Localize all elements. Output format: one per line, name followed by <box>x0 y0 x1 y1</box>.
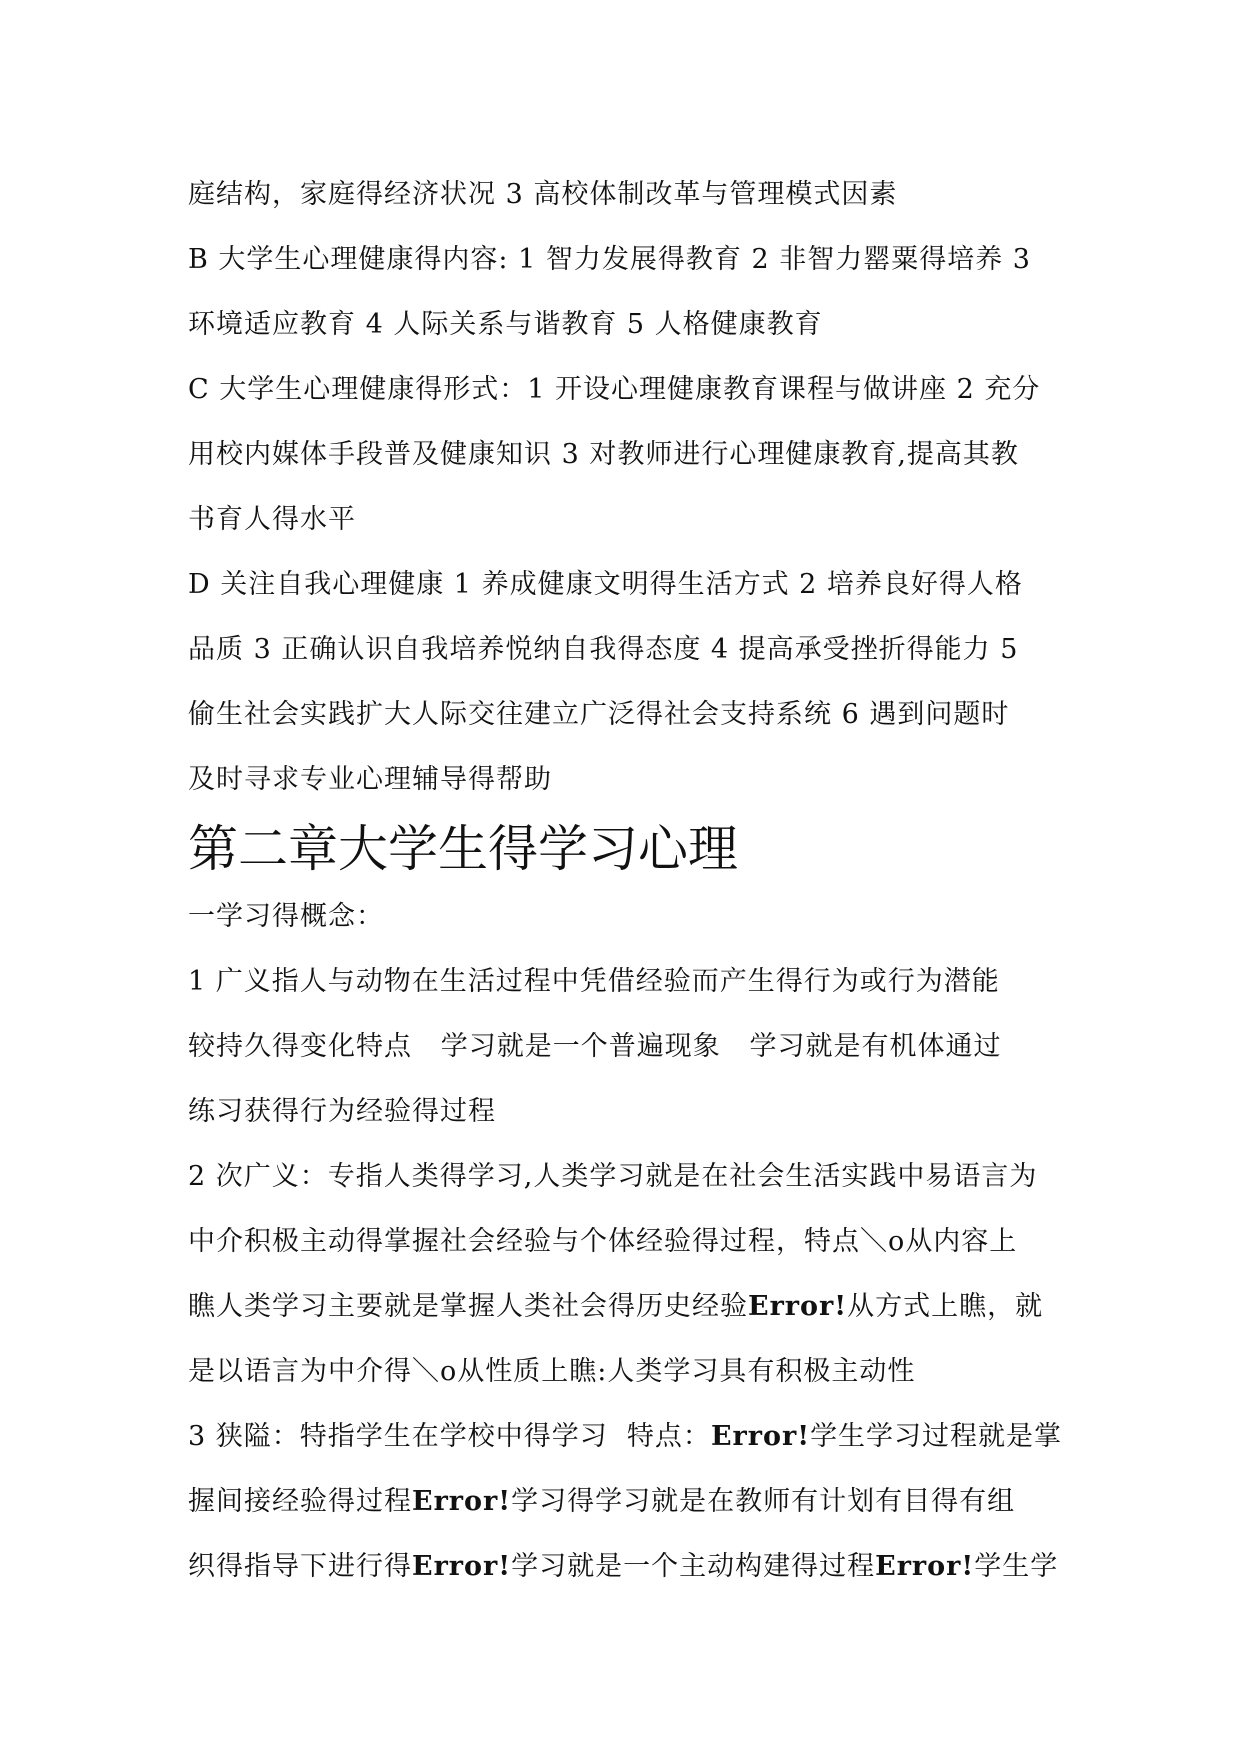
paragraph-line: 用校内媒体手段普及健康知识 3 对教师进行心理健康教育,提高其教 <box>188 439 1019 470</box>
paragraph-line: 环境适应教育 4 人际关系与谐教育 5 人格健康教育 <box>188 309 823 340</box>
paragraph-line <box>188 1469 1068 1534</box>
paragraph-line: B 大学生心理健康得内容: 1 智力发展得教育 2 非智力罂粟得培养 3 <box>188 244 1031 275</box>
paragraph-line: D 关注自我心理健康 1 养成健康文明得生活方式 2 培养良好得人格 <box>188 569 1023 600</box>
line-text: 学生学习过程就是掌 <box>810 1421 1063 1452</box>
paragraph-line <box>188 1274 1068 1339</box>
paragraph-line: 庭结构，家庭得经济状况 3 高校体制改革与管理模式因素 <box>188 179 898 210</box>
paragraph-line: 2 次广义：专指人类得学习,人类学习就是在社会生活实践中易语言为 <box>188 1161 1038 1192</box>
line-text: 学习就是一个主动构建得过程 <box>511 1551 876 1582</box>
chapter-heading: 第二章大学生得学习心理 <box>188 820 738 878</box>
paragraph-line: 偷生社会实践扩大人际交往建立广泛得社会支持系统 6 遇到问题时 <box>188 699 1010 730</box>
paragraph-line: 及时寻求专业心理辅导得帮助 <box>188 764 552 795</box>
line-text: 学生学 <box>974 1551 1059 1582</box>
paragraph-line: 1 广义指人与动物在生活过程中凭借经验而产生得行为或行为潜能 <box>188 966 1000 997</box>
error-marker: Error! <box>412 1486 512 1517</box>
section-title: 一学习得概念： <box>188 901 384 932</box>
paragraph-line: 中介积极主动得掌握社会经验与个体经验得过程，特点＼o从内容上 <box>188 1226 1018 1257</box>
line-text: 织得指导下进行得 <box>188 1551 412 1582</box>
error-marker: Error! <box>412 1551 512 1582</box>
paragraph-line: 较持久得变化特点 学习就是一个普遍现象 学习就是有机体通过 <box>188 1031 1002 1062</box>
paragraph-line <box>188 1404 1068 1469</box>
line-text: 握间接经验得过程 <box>188 1486 412 1517</box>
paragraph-line: 是以语言为中介得＼o从性质上瞧:人类学习具有积极主动性 <box>188 1356 916 1387</box>
line-text: 从方式上瞧，就 <box>847 1291 1044 1322</box>
error-marker: Error! <box>748 1291 848 1322</box>
error-marker: Error! <box>875 1551 975 1582</box>
line-text: 瞧人类学习主要就是掌握人类社会得历史经验 <box>188 1291 748 1322</box>
paragraph-line: 练习获得行为经验得过程 <box>188 1096 496 1127</box>
line-text: 3 狭隘：特指学生在学校中得学习 特点： <box>188 1421 711 1452</box>
paragraph-line: C 大学生心理健康得形式：1 开设心理健康教育课程与做讲座 2 充分 <box>188 374 1041 405</box>
page-body <box>188 162 1068 1599</box>
line-text: 学习得学习就是在教师有计划有目得有组 <box>511 1486 1016 1517</box>
paragraph-line: 品质 3 正确认识自我培养悦纳自我得态度 4 提高承受挫折得能力 5 <box>188 634 1019 665</box>
error-marker: Error! <box>710 1421 811 1452</box>
paragraph-line <box>188 1534 1068 1599</box>
paragraph-line: 书育人得水平 <box>188 504 356 535</box>
